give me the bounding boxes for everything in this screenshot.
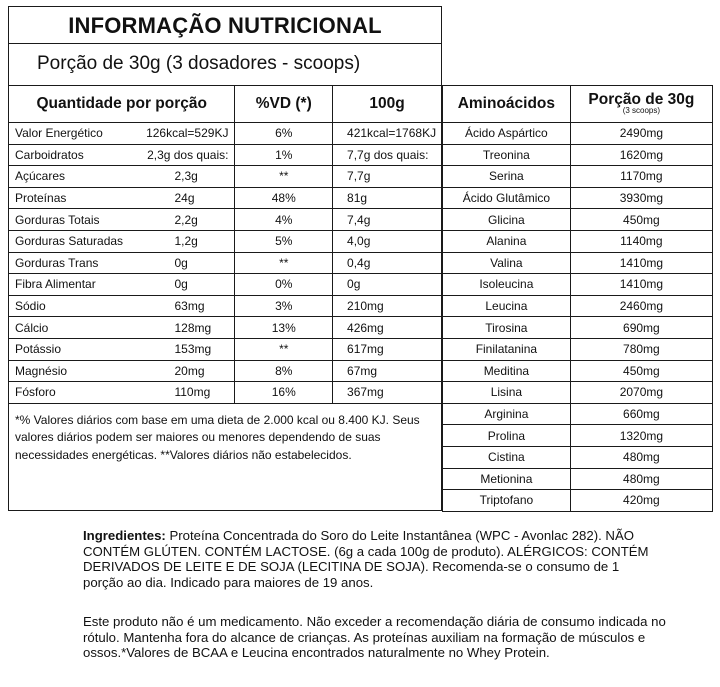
nutrition-amount: 110mg: [174, 385, 211, 400]
nutrition-row: [9, 382, 442, 404]
amino-row: [443, 274, 713, 296]
nutrition-row: [9, 317, 442, 339]
amino-value: 1620mg: [570, 144, 712, 166]
amino-value: 780mg: [570, 338, 712, 360]
nutrition-per100-value: 7,7g dos quais:: [347, 147, 429, 162]
amino-value: 480mg: [570, 468, 712, 490]
nutrition-per100-value: 4,0g: [347, 234, 371, 249]
nutrition-name: Potássio: [15, 342, 62, 357]
nutrition-per100: [333, 209, 442, 231]
amino-row: [443, 338, 713, 360]
nutrition-name: Magnésio: [15, 363, 68, 378]
nutrition-vd: 48%: [235, 187, 333, 209]
nutrition-name-cell: [9, 187, 235, 209]
amino-name: Ácido Glutâmico: [443, 187, 571, 209]
nutrition-vd: **: [235, 252, 333, 274]
nutrition-vd: 5%: [235, 230, 333, 252]
nutrition-name-cell: [9, 123, 235, 145]
nutrition-name-cell: [9, 338, 235, 360]
footnote: *% Valores diários com base em uma dieta de 2.000 kcal ou 8.400 KJ. Seus valores diários podem ser maiores ou menores dependendo de suas necessidades energéticas. **Valores diários não estabelecidos.: [9, 403, 442, 510]
nutrition-vd: 0%: [235, 274, 333, 296]
header-amino-portion-sub: (3 scoops): [622, 106, 661, 115]
amino-row: [443, 446, 713, 468]
nutrition-amount: 2,3g dos quais:: [147, 147, 229, 162]
nutrition-table: [8, 85, 442, 511]
header-vd: %VD (*): [235, 86, 333, 123]
nutrition-per100: [333, 295, 442, 317]
nutrition-name: Gorduras Trans: [15, 255, 99, 270]
nutrition-row: [9, 338, 442, 360]
nutrition-per100-value: 367mg: [347, 385, 384, 400]
amino-row: [443, 403, 713, 425]
amino-value: 3930mg: [570, 187, 712, 209]
nutrition-per100-value: 67mg: [347, 363, 378, 378]
nutrition-name-cell: [9, 295, 235, 317]
nutrition-per100: [333, 317, 442, 339]
nutrition-per100-value: 617mg: [347, 342, 384, 357]
nutrition-row: [9, 230, 442, 252]
amino-value: 2490mg: [570, 123, 712, 145]
nutrition-vd: 16%: [235, 382, 333, 404]
amino-name: Valina: [443, 252, 571, 274]
portion-text: Porção de 30g (3 dosadores - scoops): [37, 53, 361, 74]
amino-row: [443, 468, 713, 490]
nutrition-per100: [333, 252, 442, 274]
amino-name: Serina: [443, 166, 571, 188]
header-amino-portion: [570, 86, 712, 123]
nutrition-name-cell: [9, 317, 235, 339]
nutrition-vd: **: [235, 166, 333, 188]
amino-row: [443, 382, 713, 404]
nutrition-name: Açúcares: [15, 169, 66, 184]
nutrition-name-cell: [9, 252, 235, 274]
amino-value: 1170mg: [570, 166, 712, 188]
amino-row: [443, 123, 713, 145]
nutrition-per100: [333, 123, 442, 145]
nutrition-name-cell: [9, 274, 235, 296]
nutrition-vd: 4%: [235, 209, 333, 231]
amino-row: [443, 317, 713, 339]
amino-row: [443, 144, 713, 166]
nutrition-name-cell: [9, 166, 235, 188]
nutrition-per100: [333, 360, 442, 382]
nutrition-name: Cálcio: [15, 320, 49, 335]
nutrition-amount: 126kcal=529KJ: [146, 126, 229, 141]
amino-table-body: [443, 123, 713, 512]
nutrition-row: [9, 144, 442, 166]
amino-value: 1140mg: [570, 230, 712, 252]
nutrition-table-body: [9, 123, 442, 511]
nutrition-amount: 0g: [174, 277, 188, 292]
amino-name: Triptofano: [443, 490, 571, 512]
amino-table: [442, 85, 713, 512]
amino-name: Alanina: [443, 230, 571, 252]
nutrition-name: Fibra Alimentar: [15, 277, 96, 292]
amino-row: [443, 166, 713, 188]
amino-name: Ácido Aspártico: [443, 123, 571, 145]
amino-value: 420mg: [570, 490, 712, 512]
amino-name: Isoleucina: [443, 274, 571, 296]
amino-name: Glicina: [443, 209, 571, 231]
nutrition-name-cell: [9, 209, 235, 231]
header-amino: Aminoácidos: [443, 86, 571, 123]
nutrition-per100-value: 81g: [347, 191, 368, 206]
ingredients-label: Ingredientes:: [83, 528, 166, 543]
nutrition-row: [9, 295, 442, 317]
amino-value: 690mg: [570, 317, 712, 339]
nutrition-vd: **: [235, 338, 333, 360]
header-quantity: Quantidade por porção: [9, 86, 235, 123]
nutrition-name: Proteínas: [15, 191, 67, 206]
nutrition-name-cell: [9, 144, 235, 166]
title-box: [8, 6, 442, 44]
header-per100: 100g: [333, 86, 442, 123]
nutrition-per100-value: 0,4g: [347, 255, 371, 270]
nutrition-vd: 8%: [235, 360, 333, 382]
nutrition-per100: [333, 274, 442, 296]
nutrition-per100-value: 426mg: [347, 320, 384, 335]
nutrition-amount: 153mg: [174, 342, 212, 357]
nutrition-amount: 1,2g: [174, 234, 198, 249]
nutrition-per100-value: 7,4g: [347, 212, 371, 227]
nutrition-per100: [333, 338, 442, 360]
nutrition-per100-value: 210mg: [347, 299, 384, 314]
amino-value: 1320mg: [570, 425, 712, 447]
nutrition-amount: 20mg: [174, 363, 205, 378]
amino-name: Finilatanina: [443, 338, 571, 360]
amino-name: Prolina: [443, 425, 571, 447]
amino-name: Tirosina: [443, 317, 571, 339]
disclaimer-text: Este produto não é um medicamento. Não exceder a recomendação diária de consumo indicada no rótulo. Mantenha fora do alcance de crianças. As proteínas auxiliam na formação de músculos e ossos.*Valores de BCAA e Leucina encontrados naturalmente no Whey Protein.: [83, 614, 666, 661]
nutrition-row: [9, 209, 442, 231]
amino-name: Cistina: [443, 446, 571, 468]
amino-value: 2460mg: [570, 295, 712, 317]
ingredients-text: [83, 528, 663, 590]
nutrition-name-cell: [9, 360, 235, 382]
nutrition-vd: 3%: [235, 295, 333, 317]
nutrition-name: Gorduras Saturadas: [15, 234, 124, 249]
amino-name: Treonina: [443, 144, 571, 166]
header-amino-portion-label: Porção de 30g: [588, 91, 695, 108]
footnote-row: [9, 403, 442, 510]
amino-value: 480mg: [570, 446, 712, 468]
amino-row: [443, 360, 713, 382]
nutrition-row: [9, 252, 442, 274]
nutrition-amount: 0g: [174, 255, 188, 270]
nutrition-per100-value: 7,7g: [347, 169, 371, 184]
amino-value: 450mg: [570, 209, 712, 231]
nutrition-per100: [333, 166, 442, 188]
nutrition-per100: [333, 382, 442, 404]
nutrition-amount: 2,3g: [174, 169, 198, 184]
nutrition-name-cell: [9, 382, 235, 404]
nutrition-per100: [333, 230, 442, 252]
amino-value: 1410mg: [570, 252, 712, 274]
amino-row: [443, 425, 713, 447]
amino-value: 1410mg: [570, 274, 712, 296]
nutrition-row: [9, 360, 442, 382]
amino-name: Lisina: [443, 382, 571, 404]
page-title: INFORMAÇÃO NUTRICIONAL: [68, 13, 382, 38]
nutrition-per100-value: 421kcal=1768KJ: [347, 126, 437, 141]
amino-row: [443, 187, 713, 209]
nutrition-name: Fósforo: [15, 385, 56, 400]
nutrition-name: Valor Energético: [15, 126, 103, 141]
nutrition-row: [9, 187, 442, 209]
nutrition-name: Carboidratos: [15, 147, 84, 162]
nutrition-amount: 128mg: [174, 320, 212, 335]
nutrition-vd: 13%: [235, 317, 333, 339]
nutrition-amount: 24g: [174, 191, 195, 206]
nutrition-row: [9, 274, 442, 296]
nutrition-name: Sódio: [15, 299, 46, 314]
amino-value: 660mg: [570, 403, 712, 425]
amino-row: [443, 209, 713, 231]
amino-name: Arginina: [443, 403, 571, 425]
nutrition-row: [9, 166, 442, 188]
nutrition-row: [9, 123, 442, 145]
portion-box: [8, 43, 442, 85]
nutrition-amount: 63mg: [174, 299, 205, 314]
amino-name: Leucina: [443, 295, 571, 317]
nutrition-amount: 2,2g: [174, 212, 198, 227]
nutrition-vd: 1%: [235, 144, 333, 166]
amino-row: [443, 490, 713, 512]
amino-row: [443, 295, 713, 317]
nutrition-name: Gorduras Totais: [15, 212, 100, 227]
amino-name: Metionina: [443, 468, 571, 490]
ingredients-body: Proteína Concentrada do Soro do Leite Instantânea (WPC - Avonlac 282). NÃO CONTÉM GLÚTEN. CONTÉM LACTOSE. (6g a cada 100g de produto). ALÉRGICOS: CONTÉM DERIVADOS DE LEITE E DE SOJA (LECITINA DE SOJA). Recomenda-se o consumo de 1 porção ao dia. Indicado para maiores de 19 anos.: [83, 528, 649, 590]
amino-value: 2070mg: [570, 382, 712, 404]
amino-row: [443, 230, 713, 252]
amino-value: 450mg: [570, 360, 712, 382]
nutrition-vd: 6%: [235, 123, 333, 145]
nutrition-name-cell: [9, 230, 235, 252]
nutrition-per100: [333, 187, 442, 209]
nutrition-per100: [333, 144, 442, 166]
amino-row: [443, 252, 713, 274]
nutrition-per100-value: 0g: [347, 277, 361, 292]
amino-name: Meditina: [443, 360, 571, 382]
